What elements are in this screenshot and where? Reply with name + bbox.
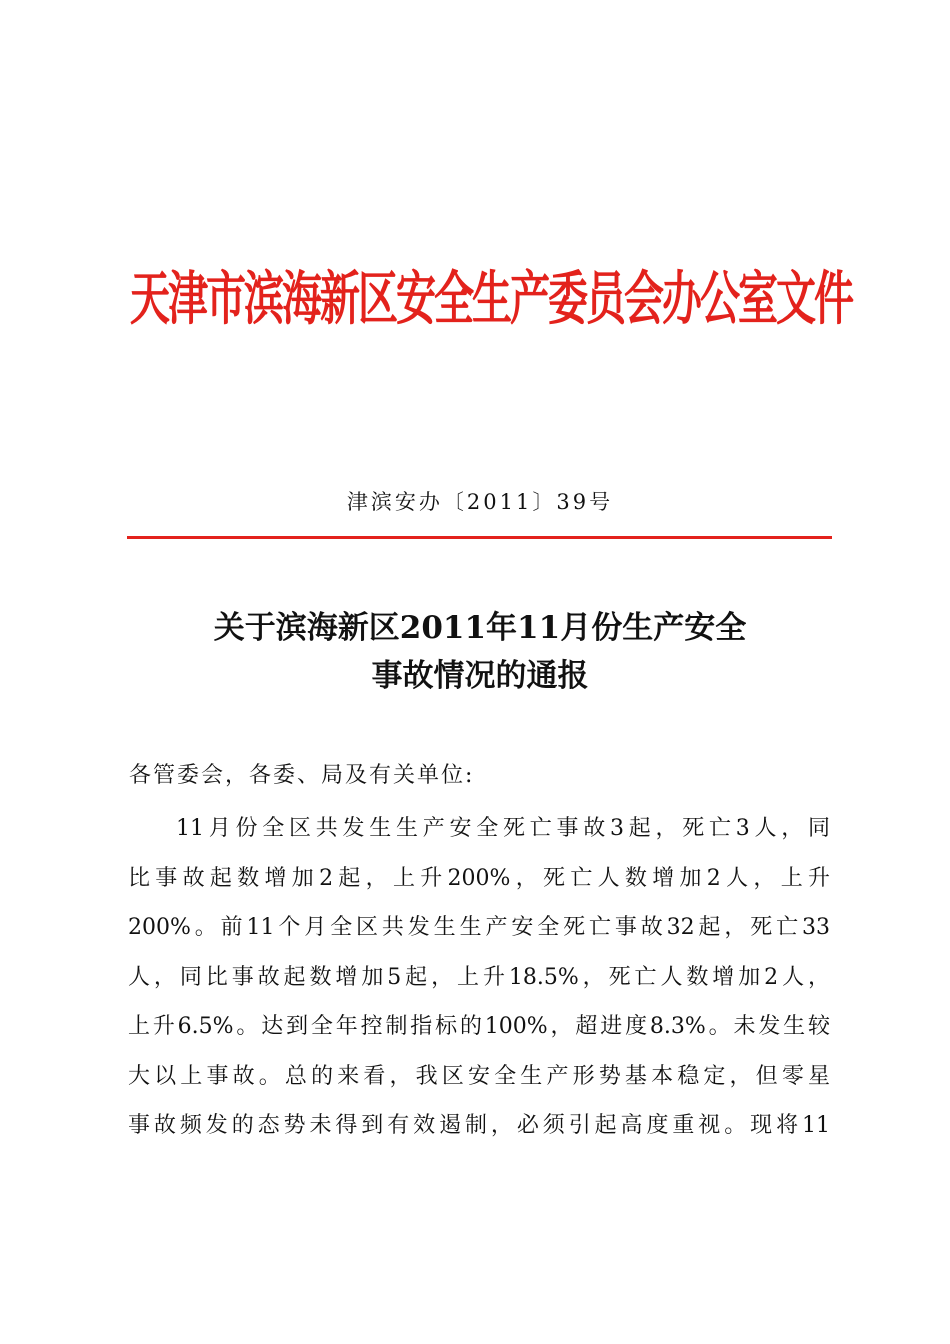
document-number: 津滨安办〔2011〕39号 <box>346 490 614 514</box>
body-line-1: 11月份全区共发生生产安全死亡事故3起，死亡3人，同 <box>176 816 830 841</box>
body-line-2: 比事故起数增加2起，上升200%，死亡人数增加2人，上升 <box>128 865 830 891</box>
body-line-6: 大以上事故。总的来看，我区安全生产形势基本稳定，但零星 <box>128 1063 830 1089</box>
salutation: 各管委会，各委、局及有关单位: <box>129 763 475 788</box>
body-line-4: 人，同比事故起数增加5起，上升18.5%，死亡人数增加2人， <box>128 964 830 990</box>
body-paragraph <box>128 809 830 1156</box>
body-line-7: 事故频发的态势未得到有效遏制，必须引起高度重视。现将11 <box>128 1113 830 1138</box>
issuer-header-title: 天津市滨海新区安全生产委员会办公室文件 <box>130 266 852 334</box>
body-line-5: 上升6.5%。达到全年控制指标的100%，超进度8.3%。未发生较 <box>128 1014 830 1039</box>
body-line-3: 200%。前11个月全区共发生生产安全死亡事故32起，死亡33 <box>128 915 830 940</box>
document-title-line-2: 事故情况的通报 <box>371 658 589 694</box>
document-title-line-1: 关于滨海新区2011年11月份生产安全 <box>213 610 747 646</box>
document-title <box>130 604 830 700</box>
red-divider-line <box>127 536 832 539</box>
